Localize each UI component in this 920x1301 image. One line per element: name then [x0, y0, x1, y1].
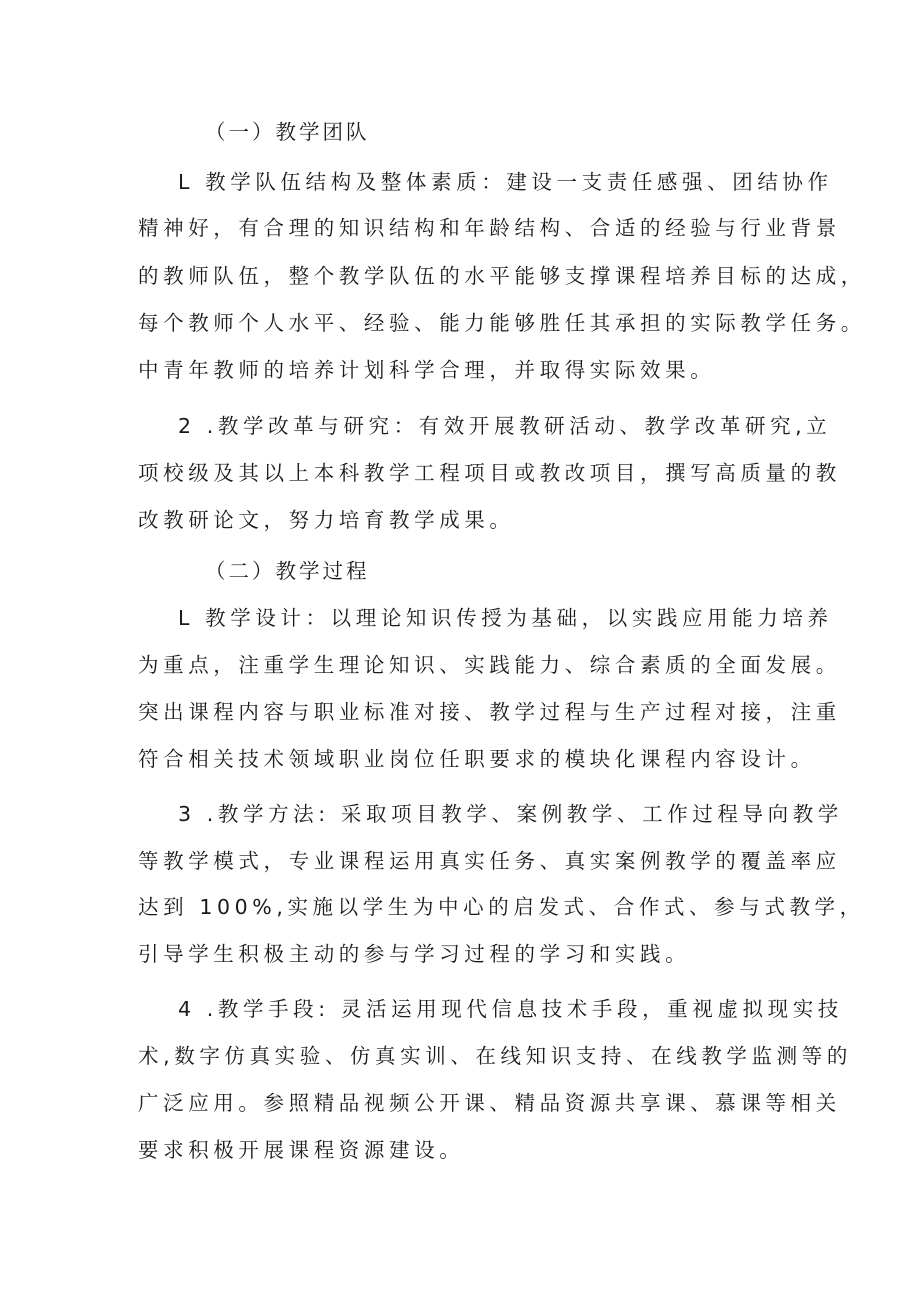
section-heading-teaching-process: （二）教学过程: [205, 559, 370, 583]
paragraph-line: 精神好，有合理的知识结构和年龄结构、合适的经验与行业背景: [138, 216, 841, 240]
paragraph-line: 3 .教学方法: 采取项目教学、案例教学、工作过程导向教学: [178, 802, 843, 826]
paragraph-line: 为重点，注重学生理论知识、实践能力、综合素质的全面发展。: [138, 653, 841, 677]
paragraph-line: 突出课程内容与职业标准对接、教学过程与生产过程对接，注重: [138, 700, 841, 724]
paragraph-line: L 教学设计：以理论知识传授为基础，以实践应用能力培养: [178, 606, 833, 630]
paragraph-line: 符合相关技术领域职业岗位任职要求的模块化课程内容设计。: [138, 747, 816, 771]
paragraph-line: 中青年教师的培养计划科学合理，并取得实际效果。: [138, 358, 716, 382]
paragraph-line: 要求积极开展课程资源建设。: [138, 1138, 465, 1162]
paragraph-line: L 教学队伍结构及整体素质：建设一支责任感强、团结协作: [178, 170, 833, 194]
paragraph-line: 4 .教学手段: 灵活运用现代信息技术手段，重视虚拟现实技: [178, 997, 843, 1021]
paragraph-line: 2 .教学改革与研究：有效开展教研活动、教学改革研究,立: [178, 414, 832, 438]
paragraph-line: 达到 100%,实施以学生为中心的启发式、合作式、参与式教学，: [138, 895, 865, 919]
paragraph-line: 的教师队伍，整个教学队伍的水平能够支撑课程培养目标的达成，: [138, 264, 866, 288]
section-heading-teaching-team: （一）教学团队: [205, 120, 370, 144]
paragraph-line: 广泛应用。参照精品视频公开课、精品资源共享课、慕课等相关: [138, 1091, 841, 1115]
paragraph-line: 每个教师个人水平、经验、能力能够胜任其承担的实际教学任务。: [138, 311, 866, 335]
paragraph-line: 等教学模式，专业课程运用真实任务、真实案例教学的覆盖率应: [138, 849, 841, 873]
paragraph-line: 项校级及其以上本科教学工程项目或教改项目，撰写高质量的教: [138, 461, 841, 485]
paragraph-line: 引导学生积极主动的参与学习过程的学习和实践。: [138, 942, 691, 966]
paragraph-line: 术,数字仿真实验、仿真实训、在线知识支持、在线教学监测等的: [138, 1044, 852, 1068]
paragraph-line: 改教研论文，努力培育教学成果。: [138, 508, 515, 532]
